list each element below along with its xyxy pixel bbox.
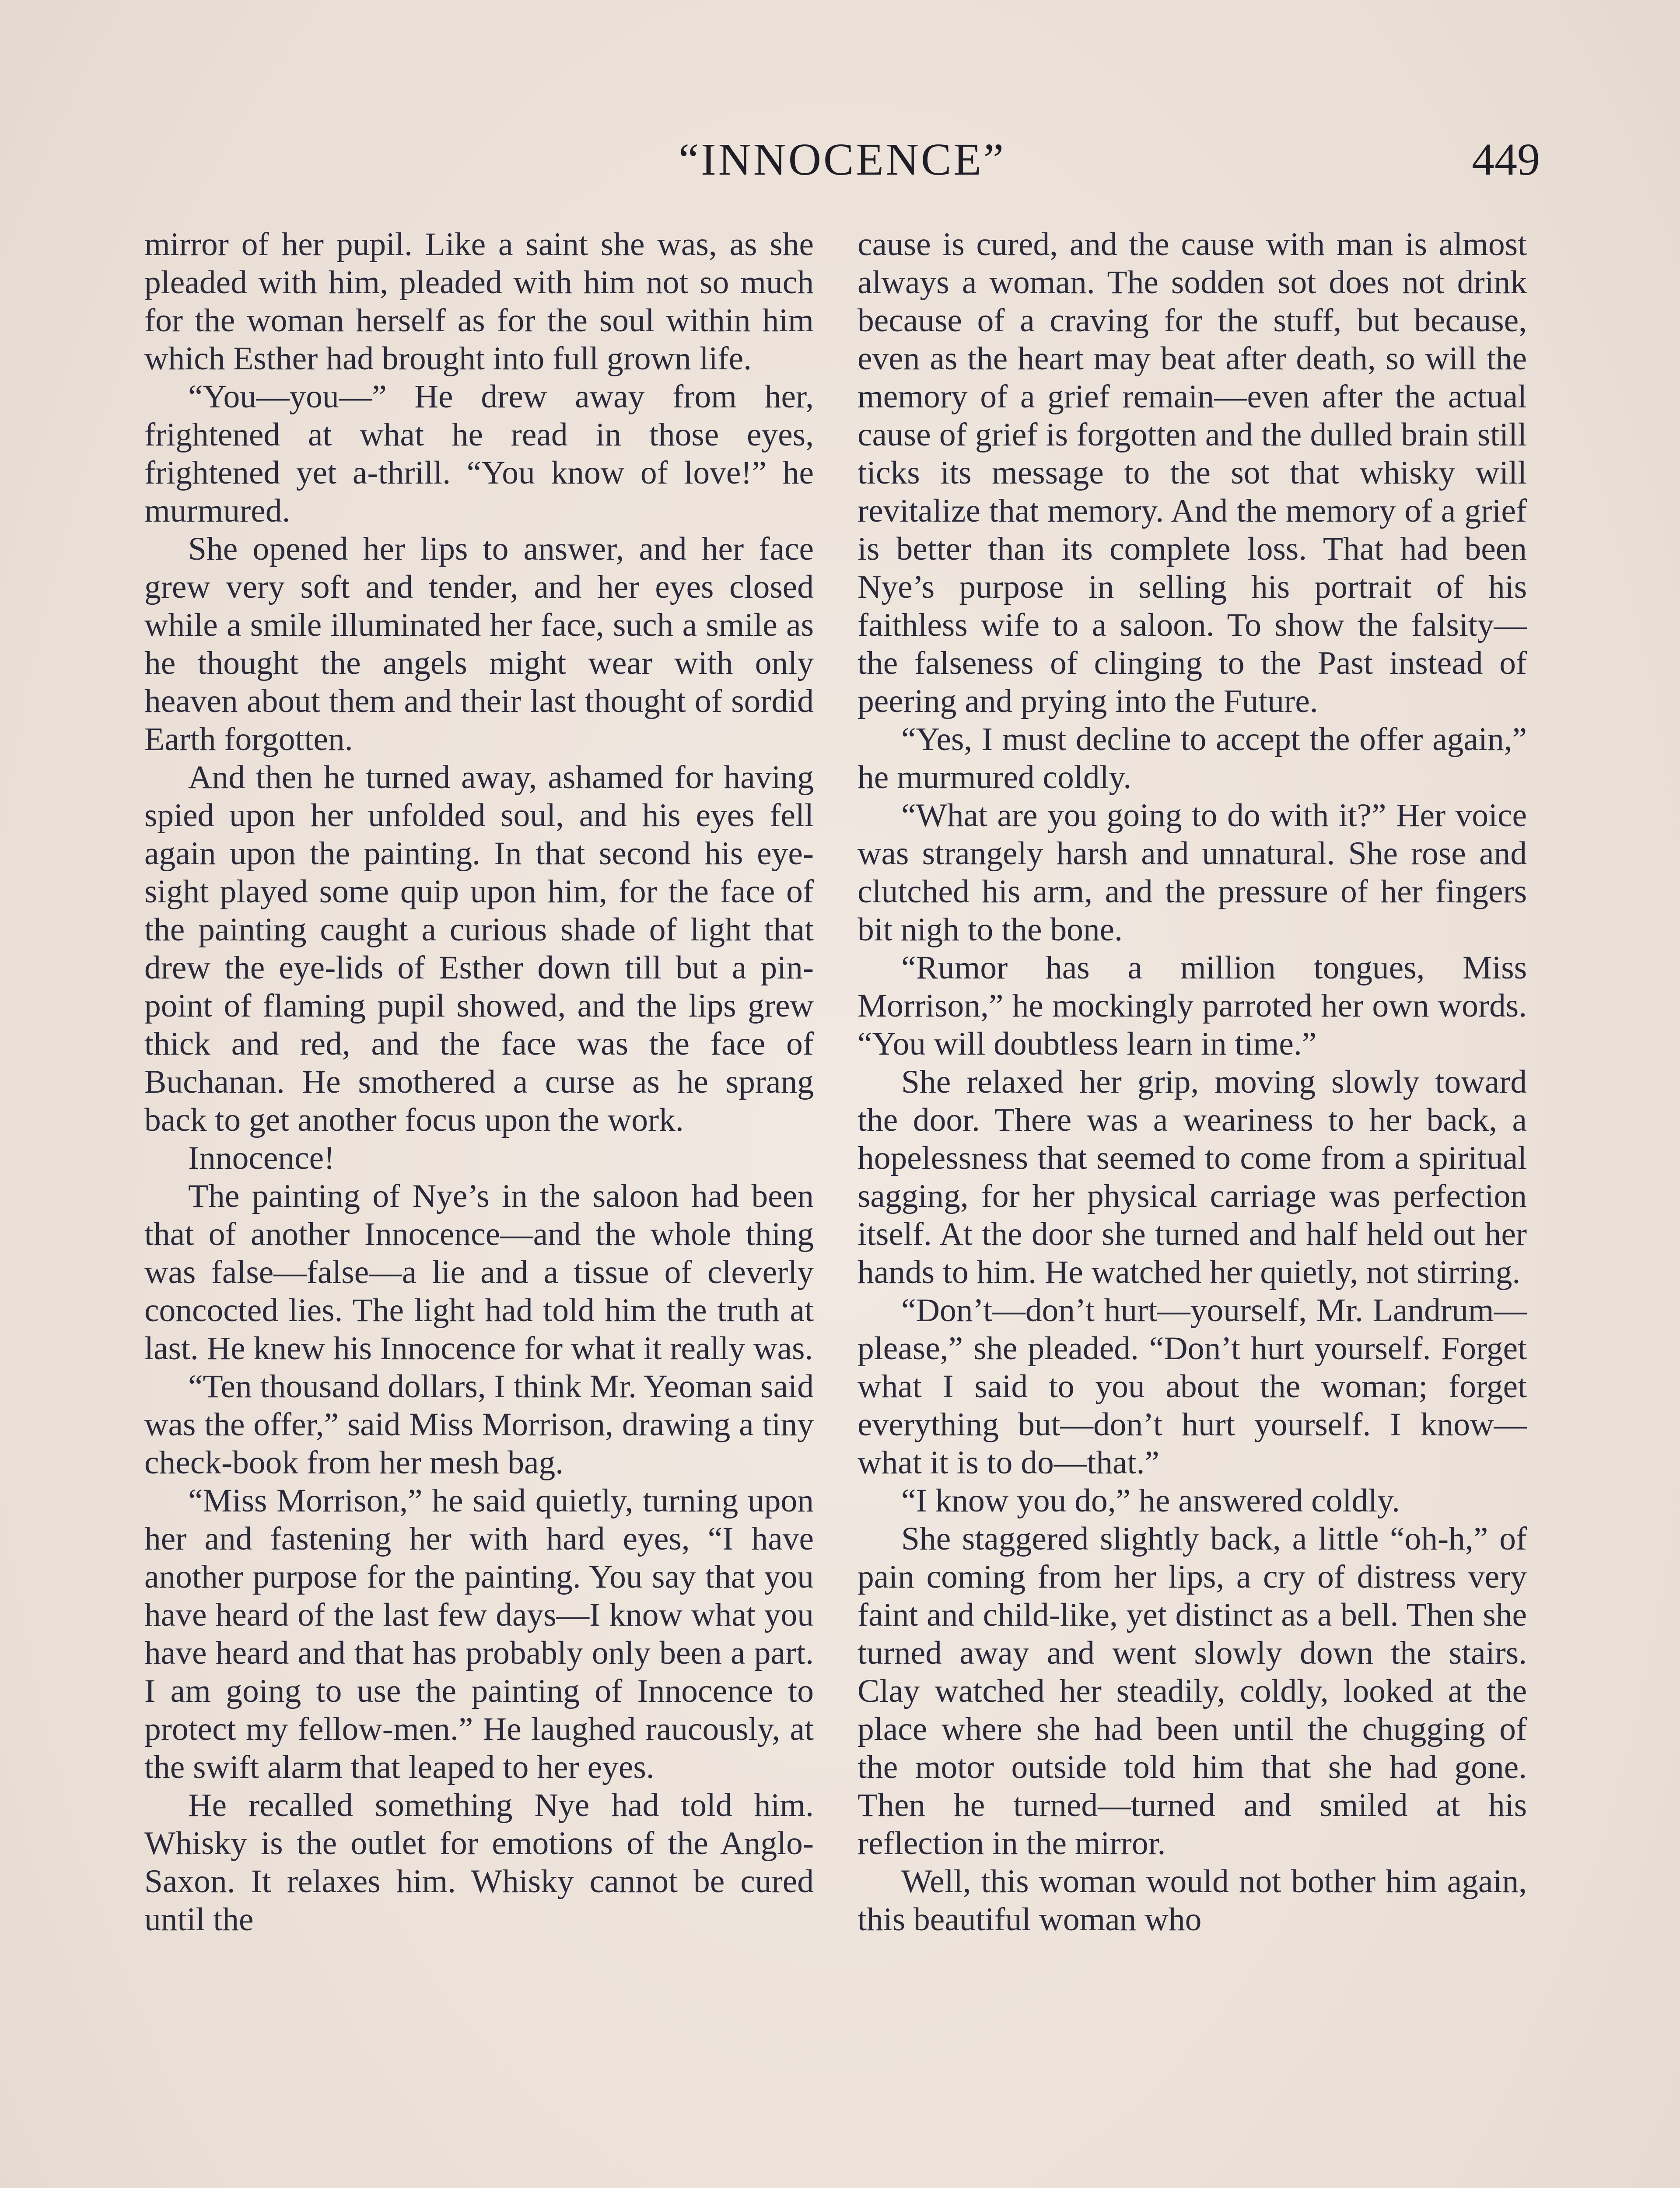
page-number: 449 (1472, 134, 1540, 185)
paragraph: “Don’t—don’t hurt—yourself, Mr. Landrum—please,” she pleaded. “Don’t hurt yourself. Forget what I said to you about the woman; forget everything but—don’t hurt yourself. I know—what it is to do—that.” (858, 1292, 1527, 1481)
paragraph: “I know you do,” he answered coldly. (901, 1483, 1400, 1519)
page-header (144, 127, 1540, 193)
paragraph: She staggered slightly back, a little “oh-h,” of pain coming from her lips, a cry of distress very faint and child-like, yet distinct as a bell. Then she turned away and went slowly down the stairs. Clay watched her steadily, coldly, looked at the place where she had been until the chugging of the motor outside told him that she had gone. Then he turned—turned and smiled at his reflection in the mirror. (858, 1521, 1527, 1862)
paragraph: The painting of Nye’s in the saloon had been that of another Innocence—and the whole thing was false—false—a lie and a tissue of cleverly concocted lies. The light had told him the truth at last. He knew his Innocence for what it really was. (144, 1178, 814, 1367)
paragraph: “You—you—” He drew away from her, frightened at what he read in those eyes, frightened yet a-thrill. “You know of love!” he murmured. (144, 379, 814, 529)
paragraph: She opened her lips to answer, and her face grew very soft and tender, and her eyes closed while a smile illuminated her face, such a smile as he thought the angels might wear with only heaven about them and their last thought of sordid Earth forgotten. (144, 531, 814, 757)
paragraph: “What are you going to do with it?” Her voice was strangely harsh and unnatural. She rose and clutched his arm, and the pressure of her fingers bit nigh to the bone. (858, 797, 1527, 948)
left-column (144, 225, 814, 2188)
paragraph: He recalled something Nye had told him. Whisky is the outlet for emotions of the Anglo-Saxon. It relaxes him. Whisky cannot be cured until the (144, 1787, 814, 1938)
paragraph: mirror of her pupil. Like a saint she was, as she pleaded with him, pleaded with him not so much for the woman herself as for the soul within him which Esther had brought into full grown life. (144, 226, 814, 377)
paragraph: “Ten thousand dollars, I think Mr. Yeoman said was the offer,” said Miss Morrison, drawing a tiny check-book from her mesh bag. (144, 1368, 814, 1481)
paragraph: And then he turned away, ashamed for having spied upon her unfolded soul, and his eyes fell again upon the painting. In that second his eye-sight played some quip upon him, for the face of the painting caught a curious shade of light that drew the eye-lids of Esther down till but a pin-point of flaming pupil showed, and the lips grew thick and red, and the face was the face of Buchanan. He smothered a curse as he sprang back to get another focus upon the work. (144, 759, 814, 1138)
paragraph: cause is cured, and the cause with man is almost always a woman. The sodden sot does not drink because of a craving for the stuff, but because, even as the heart may beat after death, so will the memory of a grief remain—even after the actual cause of grief is forgotten and the dulled brain still ticks its message to the sot that whisky will revitalize that memory. And the memory of a grief is better than its complete loss. That had been Nye’s purpose in selling his portrait of his faithless wife to a saloon. To show the falsity—the falseness of clinging to the Past instead of peering and prying into the Future. (858, 226, 1527, 719)
paragraph: “Miss Morrison,” he said quietly, turning upon her and fastening her with hard eyes, “I have another purpose for the painting. You say that you have heard of the last few days—I know what you have heard and that has probably only been a part. I am going to use the painting of Innocence to protect my fellow-men.” He laughed raucously, at the swift alarm that leaped to her eyes. (144, 1483, 814, 1785)
running-title: “INNOCENCE” (678, 134, 1006, 185)
paragraph: “Yes, I must decline to accept the offer again,” he murmured coldly. (858, 721, 1527, 796)
right-column (858, 225, 1527, 2188)
paragraph: Innocence! (188, 1140, 335, 1176)
paragraph: She relaxed her grip, moving slowly toward the door. There was a weariness to her back, a hopelessness that seemed to come from a spiritual sagging, for her physical carriage was perfection itself. At the door she turned and half held out her hands to him. He watched her quietly, not stirring. (858, 1064, 1527, 1290)
paragraph: “Rumor has a million tongues, Miss Morrison,” he mockingly parroted her own words. “You will doubtless learn in time.” (858, 950, 1527, 1062)
paragraph: Well, this woman would not bother him again, this beautiful woman who (858, 1863, 1527, 1938)
